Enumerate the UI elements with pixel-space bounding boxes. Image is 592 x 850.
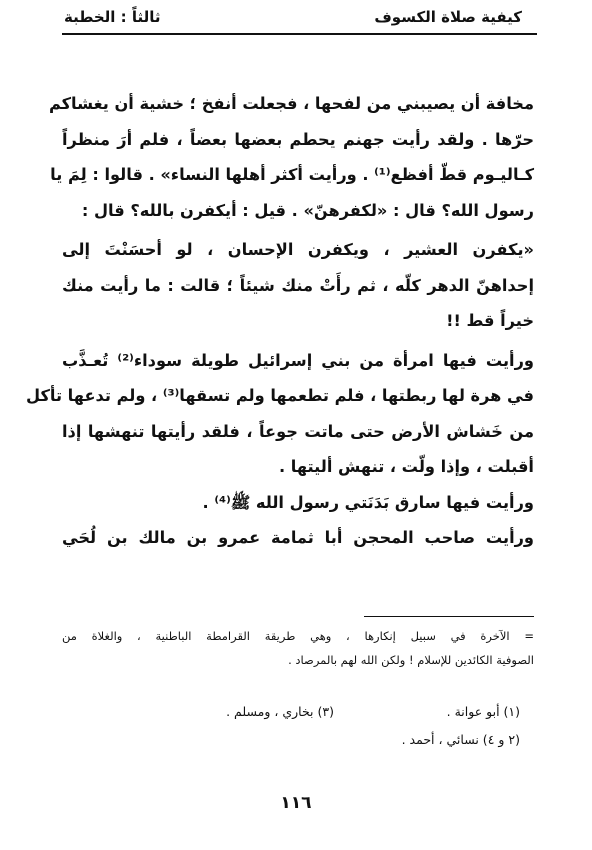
text-line: ورأيت فيها امرأة من بني إسرائيل طويلة سوداء⁽²⁾ تُعـذَّب: [62, 350, 534, 370]
text-line: أقبلت ، وإذا ولّت ، تنهش أليتها .: [278, 457, 534, 476]
footnote-1: (١) أبو عوانة .: [446, 704, 520, 719]
text-line: إحداهنّ الدهر كلّه ، ثم رأَتْ منك شيئاً ؛ قالت : ما رأيت منك: [62, 275, 534, 295]
text-line: في هرة لها ربطتها ، فلم تطعمها ولم تسقها⁽³⁾ ، ولم تدعها تأكل: [26, 386, 534, 405]
text-line: خيراً قط !!: [446, 311, 534, 330]
text-line: ورأيت فيها سارق بَدَنَتي رسول الله ﷺ⁽⁴⁾ .: [202, 492, 534, 512]
header-rule: [62, 33, 537, 35]
page-number: ١١٦: [280, 793, 312, 813]
footnote-line: = الآخرة في سبيل إنكارها ، وهي طريقة القرامطة الباطنية ، والغلاة من: [62, 629, 534, 643]
running-header-title: كيفية صلاة الكسوف: [374, 8, 522, 26]
footnote-3: (٣) بخاري ، ومسلم .: [226, 704, 334, 719]
text-line: مخافة أن يصيبني من لفحها ، فجعلت أنفخ ؛ خشية أن يغشاكم: [48, 94, 534, 113]
footnote-line: الصوفية الكائدين للإسلام ! ولكن الله لهم بالمرصاد .: [288, 653, 534, 667]
text-line: من خَشاش الأرض حتى ماتت جوعاً ، فلقد رأيتها تنهشها إذا: [62, 421, 534, 441]
text-line: ورأيت صاحب المحجن أبا ثمامة عمرو بن مالك بن لُحَي: [62, 528, 534, 547]
running-header-section: ثالثاً : الخطبة: [64, 8, 161, 26]
text-line: رسول الله؟ قال : «لكفرهنّ» . قيل : أيكفرن بالله؟ قال :: [81, 200, 534, 220]
text-line: حرّها . ولقد رأيت جهنم يحطم بعضها بعضاً ، فلم أرَ منظراً: [62, 129, 534, 149]
main-text: [26, 86, 534, 556]
text-line: كـاليـوم قطّ أفظع⁽¹⁾ . ورأيت أكثر أهلها النساء» . قالوا : لِمَ يا: [50, 165, 534, 184]
footnote-continuation: [62, 624, 534, 672]
text-line: «يكفرن العشير ، ويكفرن الإحسان ، لو أحسَنْتَ إلى: [62, 240, 534, 259]
footnote-rule: [364, 616, 534, 617]
footnote-2-4: (٢ و ٤) نسائي ، أحمد .: [401, 732, 520, 747]
